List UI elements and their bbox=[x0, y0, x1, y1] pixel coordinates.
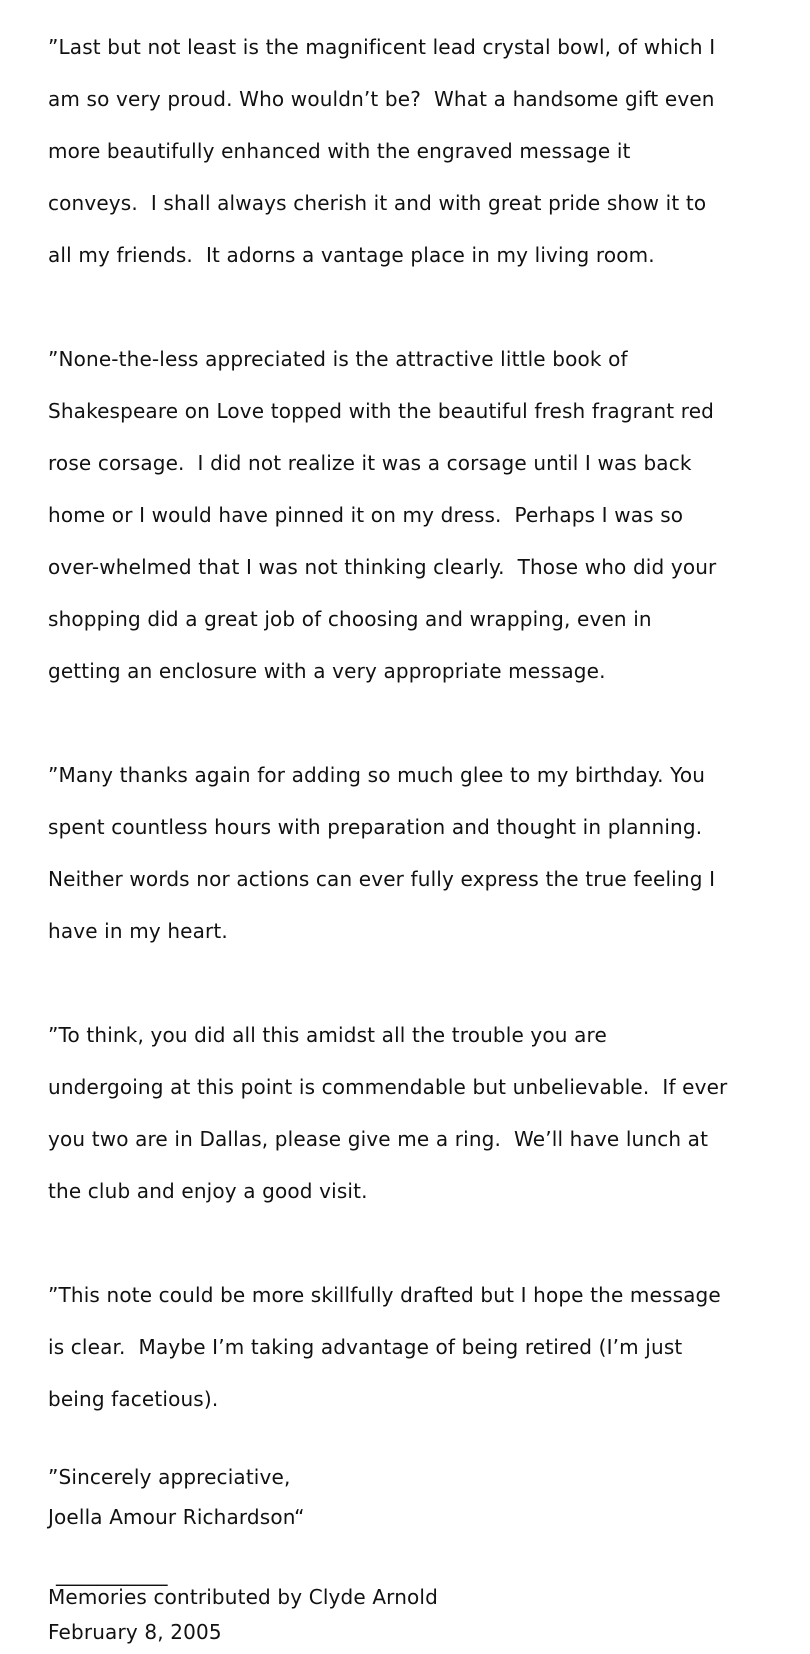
text-line: conveys. I shall always cherish it and with great pride show it to bbox=[48, 191, 707, 215]
text-line: spent countless hours with preparation and thought in planning. bbox=[48, 815, 703, 839]
contribution-date: February 8, 2005 bbox=[48, 1620, 222, 1644]
text-line: Neither words nor actions can ever fully express the true feeling I bbox=[48, 867, 716, 891]
paragraph-note-message bbox=[48, 1256, 808, 1438]
text-line: shopping did a great job of choosing and wrapping, even in bbox=[48, 607, 652, 631]
text-line: ”Last but not least is the magnificent lead crystal bowl, of which I bbox=[48, 35, 716, 59]
paragraph-many-thanks bbox=[48, 736, 808, 970]
text-line: Shakespeare on Love topped with the beautiful fresh fragrant red bbox=[48, 399, 715, 423]
text-line: the club and enjoy a good visit. bbox=[48, 1179, 368, 1203]
paragraph-dallas-visit bbox=[48, 996, 808, 1230]
text-line: over-whelmed that I was not thinking clearly. Those who did your bbox=[48, 555, 717, 579]
text-line: ”To think, you did all this amidst all the trouble you are bbox=[48, 1023, 607, 1047]
letter-document bbox=[48, 8, 808, 1654]
text-line: ”This note could be more skillfully drafted but I hope the message bbox=[48, 1283, 721, 1307]
letter-closing: ”Sincerely appreciative, bbox=[48, 1465, 291, 1489]
paragraph-crystal-bowl bbox=[48, 8, 808, 294]
paragraph-shakespeare-book bbox=[48, 320, 808, 710]
text-line: being facetious). bbox=[48, 1387, 219, 1411]
text-line: have in my heart. bbox=[48, 919, 228, 943]
text-line: all my friends. It adorns a vantage place in my living room. bbox=[48, 243, 655, 267]
footer-rule: ___________ bbox=[56, 1562, 168, 1586]
text-line: rose corsage. I did not realize it was a corsage until I was back bbox=[48, 451, 692, 475]
text-line: ”Many thanks again for adding so much glee to my birthday. You bbox=[48, 763, 706, 787]
text-line: ”None-the-less appreciated is the attractive little book of bbox=[48, 347, 628, 371]
text-line: undergoing at this point is commendable but unbelievable. If ever bbox=[48, 1075, 728, 1099]
text-line: is clear. Maybe I’m taking advantage of being retired (I’m just bbox=[48, 1335, 683, 1359]
text-line: home or I would have pinned it on my dress. Perhaps I was so bbox=[48, 503, 684, 527]
contributor-credit: Memories contributed by Clyde Arnold bbox=[48, 1585, 438, 1609]
text-line: getting an enclosure with a very appropriate message. bbox=[48, 659, 606, 683]
text-line: am so very proud. Who wouldn’t be? What a handsome gift even bbox=[48, 87, 715, 111]
text-line: more beautifully enhanced with the engraved message it bbox=[48, 139, 631, 163]
text-line: you two are in Dallas, please give me a ring. We’ll have lunch at bbox=[48, 1127, 709, 1151]
letter-signature: Joella Amour Richardson“ bbox=[48, 1505, 305, 1529]
